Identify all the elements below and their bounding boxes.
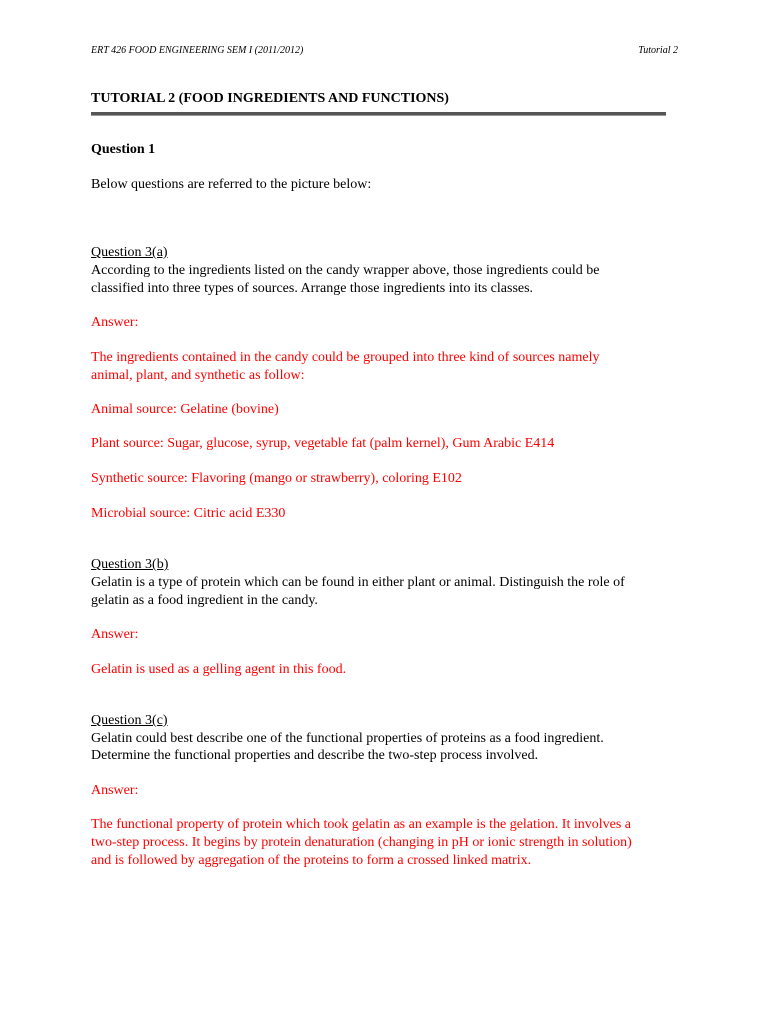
q3a-line1: According to the ingredients listed on the candy wrapper above, those ingredients could be: [91, 263, 600, 278]
q3c-heading: Question 3(c): [91, 713, 168, 728]
q3a-answer-line1: The ingredients contained in the candy could be grouped into three kind of sources namely: [91, 350, 600, 365]
q3a-microbial-source: Microbial source: Citric acid E330: [91, 506, 286, 521]
title-rule: [91, 112, 666, 116]
q3c-line2: Determine the functional properties and describe the two-step process involved.: [91, 748, 539, 763]
q3b-answer-label: Answer:: [91, 627, 139, 642]
q3b-heading: Question 3(b): [91, 557, 169, 572]
q3a-animal-source: Animal source: Gelatine (bovine): [91, 402, 279, 417]
q3a-line2: classified into three types of sources. Arrange those ingredients into its classes.: [91, 281, 534, 296]
q3c-answer-label: Answer:: [91, 783, 139, 798]
q3b-line1: Gelatin is a type of protein which can be found in either plant or animal. Distinguish the role of: [91, 575, 625, 590]
q3a-plant-source: Plant source: Sugar, glucose, syrup, vegetable fat (palm kernel), Gum Arabic E414: [91, 436, 555, 451]
q3c-answer-line1: The functional property of protein which took gelatin as an example is the gelation. It involves a: [91, 817, 632, 832]
header-course: ERT 426 FOOD ENGINEERING SEM I (2011/2012): [91, 45, 304, 56]
q3c-answer-line2: two-step process. It begins by protein denaturation (changing in pH or ionic strength in solution): [91, 835, 632, 850]
q3a-heading: Question 3(a): [91, 245, 168, 260]
page-title: TUTORIAL 2 (FOOD INGREDIENTS AND FUNCTIONS): [91, 91, 449, 106]
q3c-answer-line3: and is followed by aggregation of the proteins to form a crossed linked matrix.: [91, 853, 532, 868]
q3c-line1: Gelatin could best describe one of the functional properties of proteins as a food ingredient.: [91, 731, 604, 746]
q3b-answer: Gelatin is used as a gelling agent in this food.: [91, 662, 347, 677]
header-tutorial: Tutorial 2: [638, 45, 678, 56]
q3a-answer-label: Answer:: [91, 315, 139, 330]
question1-heading: Question 1: [91, 142, 156, 157]
q3a-answer-line2: animal, plant, and synthetic as follow:: [91, 368, 305, 383]
q3b-line2: gelatin as a food ingredient in the candy.: [91, 593, 318, 608]
q3a-synthetic-source: Synthetic source: Flavoring (mango or strawberry), coloring E102: [91, 471, 462, 486]
question1-intro: Below questions are referred to the picture below:: [91, 177, 372, 192]
